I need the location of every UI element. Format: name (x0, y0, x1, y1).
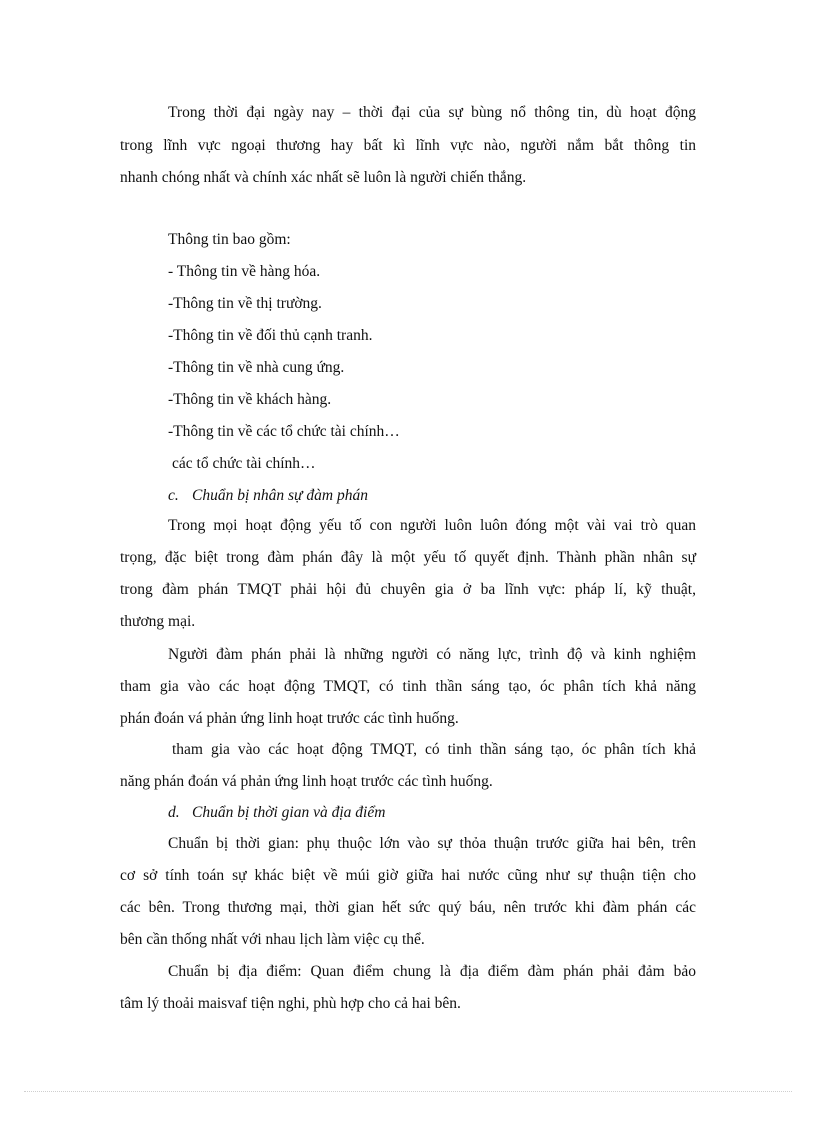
section-d-para2-line-1: Chuẩn bị địa điểm: Quan điểm chung là địa điểm đàm phán phải đảm bảo (168, 963, 696, 980)
section-d-para2-line-2: tâm lý thoải maisvaf tiện nghi, phù hợp cho cả hai bên. (120, 995, 461, 1012)
section-c-para1-line-4: thương mại. (120, 613, 196, 630)
section-c-heading (168, 486, 744, 506)
section-d-marker: d. (168, 804, 180, 821)
info-list-item: -Thông tin về đối thủ cạnh tranh. (168, 327, 373, 344)
info-list-item: -Thông tin về nhà cung ứng. (168, 359, 345, 376)
intro-line-1: Trong thời đại ngày nay – thời đại của sự bùng nổ thông tin, dù hoạt động (168, 104, 696, 121)
info-list-repeat-line: các tổ chức tài chính… (172, 455, 316, 472)
info-list-item: -Thông tin về khách hàng. (168, 391, 332, 408)
section-d-para1-line-2: cơ sở tính toán sự khác biệt về múi giờ giữa hai nước cũng như sự thuận tiện cho (120, 867, 696, 884)
section-d-title: Chuẩn bị thời gian và địa điểm (192, 804, 386, 821)
info-list-item: -Thông tin về các tổ chức tài chính… (168, 423, 400, 440)
info-list-item: - Thông tin về hàng hóa. (168, 263, 321, 280)
section-c-para2-line-1: Người đàm phán phải là những người có năng lực, trình độ và kinh nghiệm (168, 646, 696, 663)
section-d-para1-line-3: các bên. Trong thương mại, thời gian hết sức quý báu, nên trước khi đàm phán các (120, 899, 696, 916)
section-c-para2-line-3: phán đoán vá phản ứng linh hoạt trước các tình huống. (120, 710, 459, 727)
section-c-para3-line-2: năng phán đoán vá phản ứng linh hoạt trước các tình huống. (120, 773, 493, 790)
section-d-para1-line-1: Chuẩn bị thời gian: phụ thuộc lớn vào sự thỏa thuận trước giữa hai bên, trên (168, 835, 696, 852)
section-c-title: Chuẩn bị nhân sự đàm phán (192, 487, 368, 504)
section-d-heading (168, 803, 744, 823)
section-c-para2-line-2: tham gia vào các hoạt động TMQT, có tinh thần sáng tạo, óc phân tích khả năng (120, 678, 696, 695)
info-list-item: -Thông tin về thị trường. (168, 295, 322, 312)
intro-line-3: nhanh chóng nhất và chính xác nhất sẽ luôn là người chiến thắng. (120, 169, 527, 186)
section-c-para3-line-1: tham gia vào các hoạt động TMQT, có tinh thần sáng tạo, óc phân tích khả (172, 741, 696, 758)
info-list-title: Thông tin bao gồm: (168, 231, 291, 248)
section-c-para1-line-3: trong đàm phán TMQT phải hội đủ chuyên gia ở ba lĩnh vực: pháp lí, kỹ thuật, (120, 581, 696, 598)
section-c-para1-line-1: Trong mọi hoạt động yếu tố con người luôn luôn đóng một vài vai trò quan (168, 517, 696, 534)
section-c-para1-line-2: trọng, đặc biệt trong đàm phán đây là một yếu tố quyết định. Thành phần nhân sự (120, 549, 696, 566)
section-d-para1-line-4: bên cần thống nhất với nhau lịch làm việc cụ thể. (120, 931, 425, 948)
page-bottom-divider (24, 1091, 792, 1092)
intro-line-2: trong lĩnh vực ngoại thương hay bất kì lĩnh vực nào, người nắm bắt thông tin (120, 137, 696, 154)
section-c-marker: c. (168, 487, 179, 504)
